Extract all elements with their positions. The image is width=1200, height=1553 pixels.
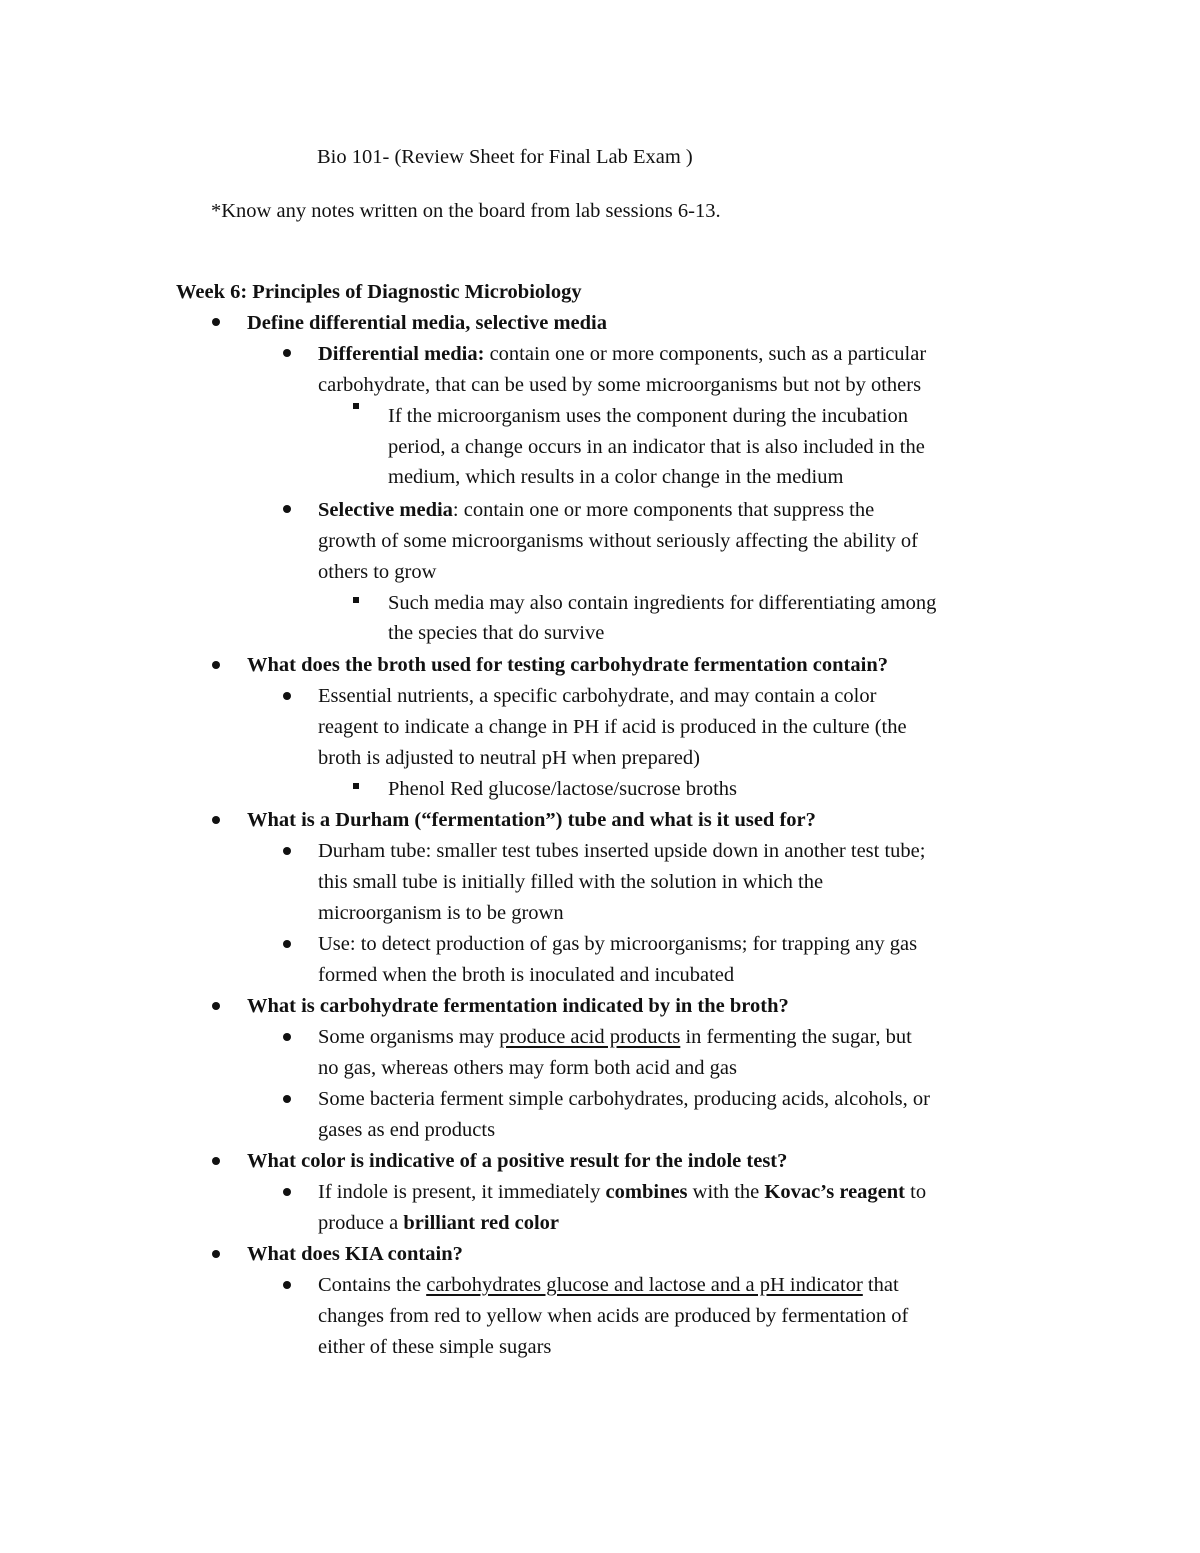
bullet-dot (283, 1188, 291, 1196)
question-define-media: Define differential media, selective media (247, 312, 607, 334)
bold-text: combines (605, 1181, 688, 1203)
text-run: If indole is present, it immediately (318, 1181, 606, 1203)
selective-media-def: : contain one or more components that suppress the (452, 499, 875, 521)
fermentation-answer-line-2: no gas, whereas others may form both acid and gas (318, 1057, 737, 1079)
selective-sub-line-2: the species that do survive (388, 622, 605, 644)
fermentation-answer-line-1 (318, 1022, 912, 1053)
text-run: with the (687, 1181, 765, 1203)
text-run: in fermenting the sugar, but (680, 1026, 912, 1048)
broth-answer-line-2: reagent to indicate a change in PH if acid is produced in the culture (the (318, 716, 907, 738)
broth-answer-line-1: Essential nutrients, a specific carbohydrate, and may contain a color (318, 685, 877, 707)
bullet-dot (283, 505, 291, 513)
kia-answer-line-2: changes from red to yellow when acids are produced by fermentation of (318, 1305, 909, 1327)
selective-media-line-3: others to grow (318, 561, 437, 583)
kia-answer-line-3: either of these simple sugars (318, 1336, 552, 1358)
selective-media-term: Selective media (318, 499, 453, 521)
bullet-dot (283, 1281, 291, 1289)
page-title: Bio 101- (Review Sheet for Final Lab Exam ) (317, 146, 693, 168)
bullet-dot (283, 692, 291, 700)
bullet-square (353, 783, 359, 789)
selective-media-line-1 (318, 495, 874, 526)
bullet-dot (212, 1002, 220, 1010)
week-heading: Week 6: Principles of Diagnostic Microbiology (176, 281, 582, 303)
kia-answer-line-1 (318, 1270, 899, 1301)
question-durham-tube: What is a Durham (“fermentation”) tube and what is it used for? (247, 809, 816, 831)
underlined-text: carbohydrates glucose and lactose and a pH indicator (426, 1274, 863, 1296)
bullet-dot (212, 1250, 220, 1258)
differential-sub-line-1: If the microorganism uses the component during the incubation (388, 405, 908, 427)
durham-answer-line-2: this small tube is initially filled with the solution in which the (318, 871, 824, 893)
bullet-dot (212, 1157, 220, 1165)
bullet-dot (212, 816, 220, 824)
bullet-dot (283, 1033, 291, 1041)
differential-media-def: contain one or more components, such as a particular (484, 343, 927, 365)
bullet-dot (212, 318, 220, 326)
board-notes-reminder: *Know any notes written on the board from lab sessions 6-13. (211, 200, 721, 222)
durham-answer-line-1: Durham tube: smaller test tubes inserted upside down in another test tube; (318, 840, 926, 862)
indole-answer-line-2 (318, 1208, 559, 1239)
text-run: produce a (318, 1212, 404, 1234)
bold-text: Kovac’s reagent (764, 1181, 906, 1203)
text-run: Some organisms may (318, 1026, 500, 1048)
question-indole-test: What color is indicative of a positive result for the indole test? (247, 1150, 788, 1172)
broth-answer-line-3: broth is adjusted to neutral pH when prepared) (318, 747, 700, 769)
bullet-square (353, 403, 359, 409)
bullet-dot (212, 661, 220, 669)
bold-text: brilliant red color (403, 1212, 560, 1234)
text-run: that (862, 1274, 899, 1296)
fermentation-answer2-line-1: Some bacteria ferment simple carbohydrates, producing acids, alcohols, or (318, 1088, 930, 1110)
differential-sub-line-2: period, a change occurs in an indicator that is also included in the (388, 436, 925, 458)
question-kia-contents: What does KIA contain? (247, 1243, 463, 1265)
durham-use-line-2: formed when the broth is inoculated and incubated (318, 964, 735, 986)
text-run: Contains the (318, 1274, 427, 1296)
bullet-dot (283, 847, 291, 855)
question-broth-contents: What does the broth used for testing carbohydrate fermentation contain? (247, 654, 888, 676)
indole-answer-line-1 (318, 1177, 926, 1208)
selective-sub-line-1: Such media may also contain ingredients for differentiating among (388, 592, 937, 614)
differential-sub-line-3: medium, which results in a color change in the medium (388, 466, 844, 488)
underlined-text: produce acid products (499, 1026, 681, 1048)
selective-media-line-2: growth of some microorganisms without seriously affecting the ability of (318, 530, 918, 552)
differential-media-line-2: carbohydrate, that can be used by some microorganisms but not by others (318, 374, 922, 396)
bullet-dot (283, 940, 291, 948)
bullet-dot (283, 349, 291, 357)
question-fermentation-indicator: What is carbohydrate fermentation indicated by in the broth? (247, 995, 789, 1017)
bullet-square (353, 597, 359, 603)
durham-answer-line-3: microorganism is to be grown (318, 902, 564, 924)
differential-media-term: Differential media: (318, 343, 485, 365)
bullet-dot (283, 1095, 291, 1103)
phenol-red-broths: Phenol Red glucose/lactose/sucrose broths (388, 778, 738, 800)
text-run: to (905, 1181, 927, 1203)
durham-use-line-1: Use: to detect production of gas by microorganisms; for trapping any gas (318, 933, 918, 955)
fermentation-answer2-line-2: gases as end products (318, 1119, 496, 1141)
differential-media-line-1 (318, 339, 926, 370)
